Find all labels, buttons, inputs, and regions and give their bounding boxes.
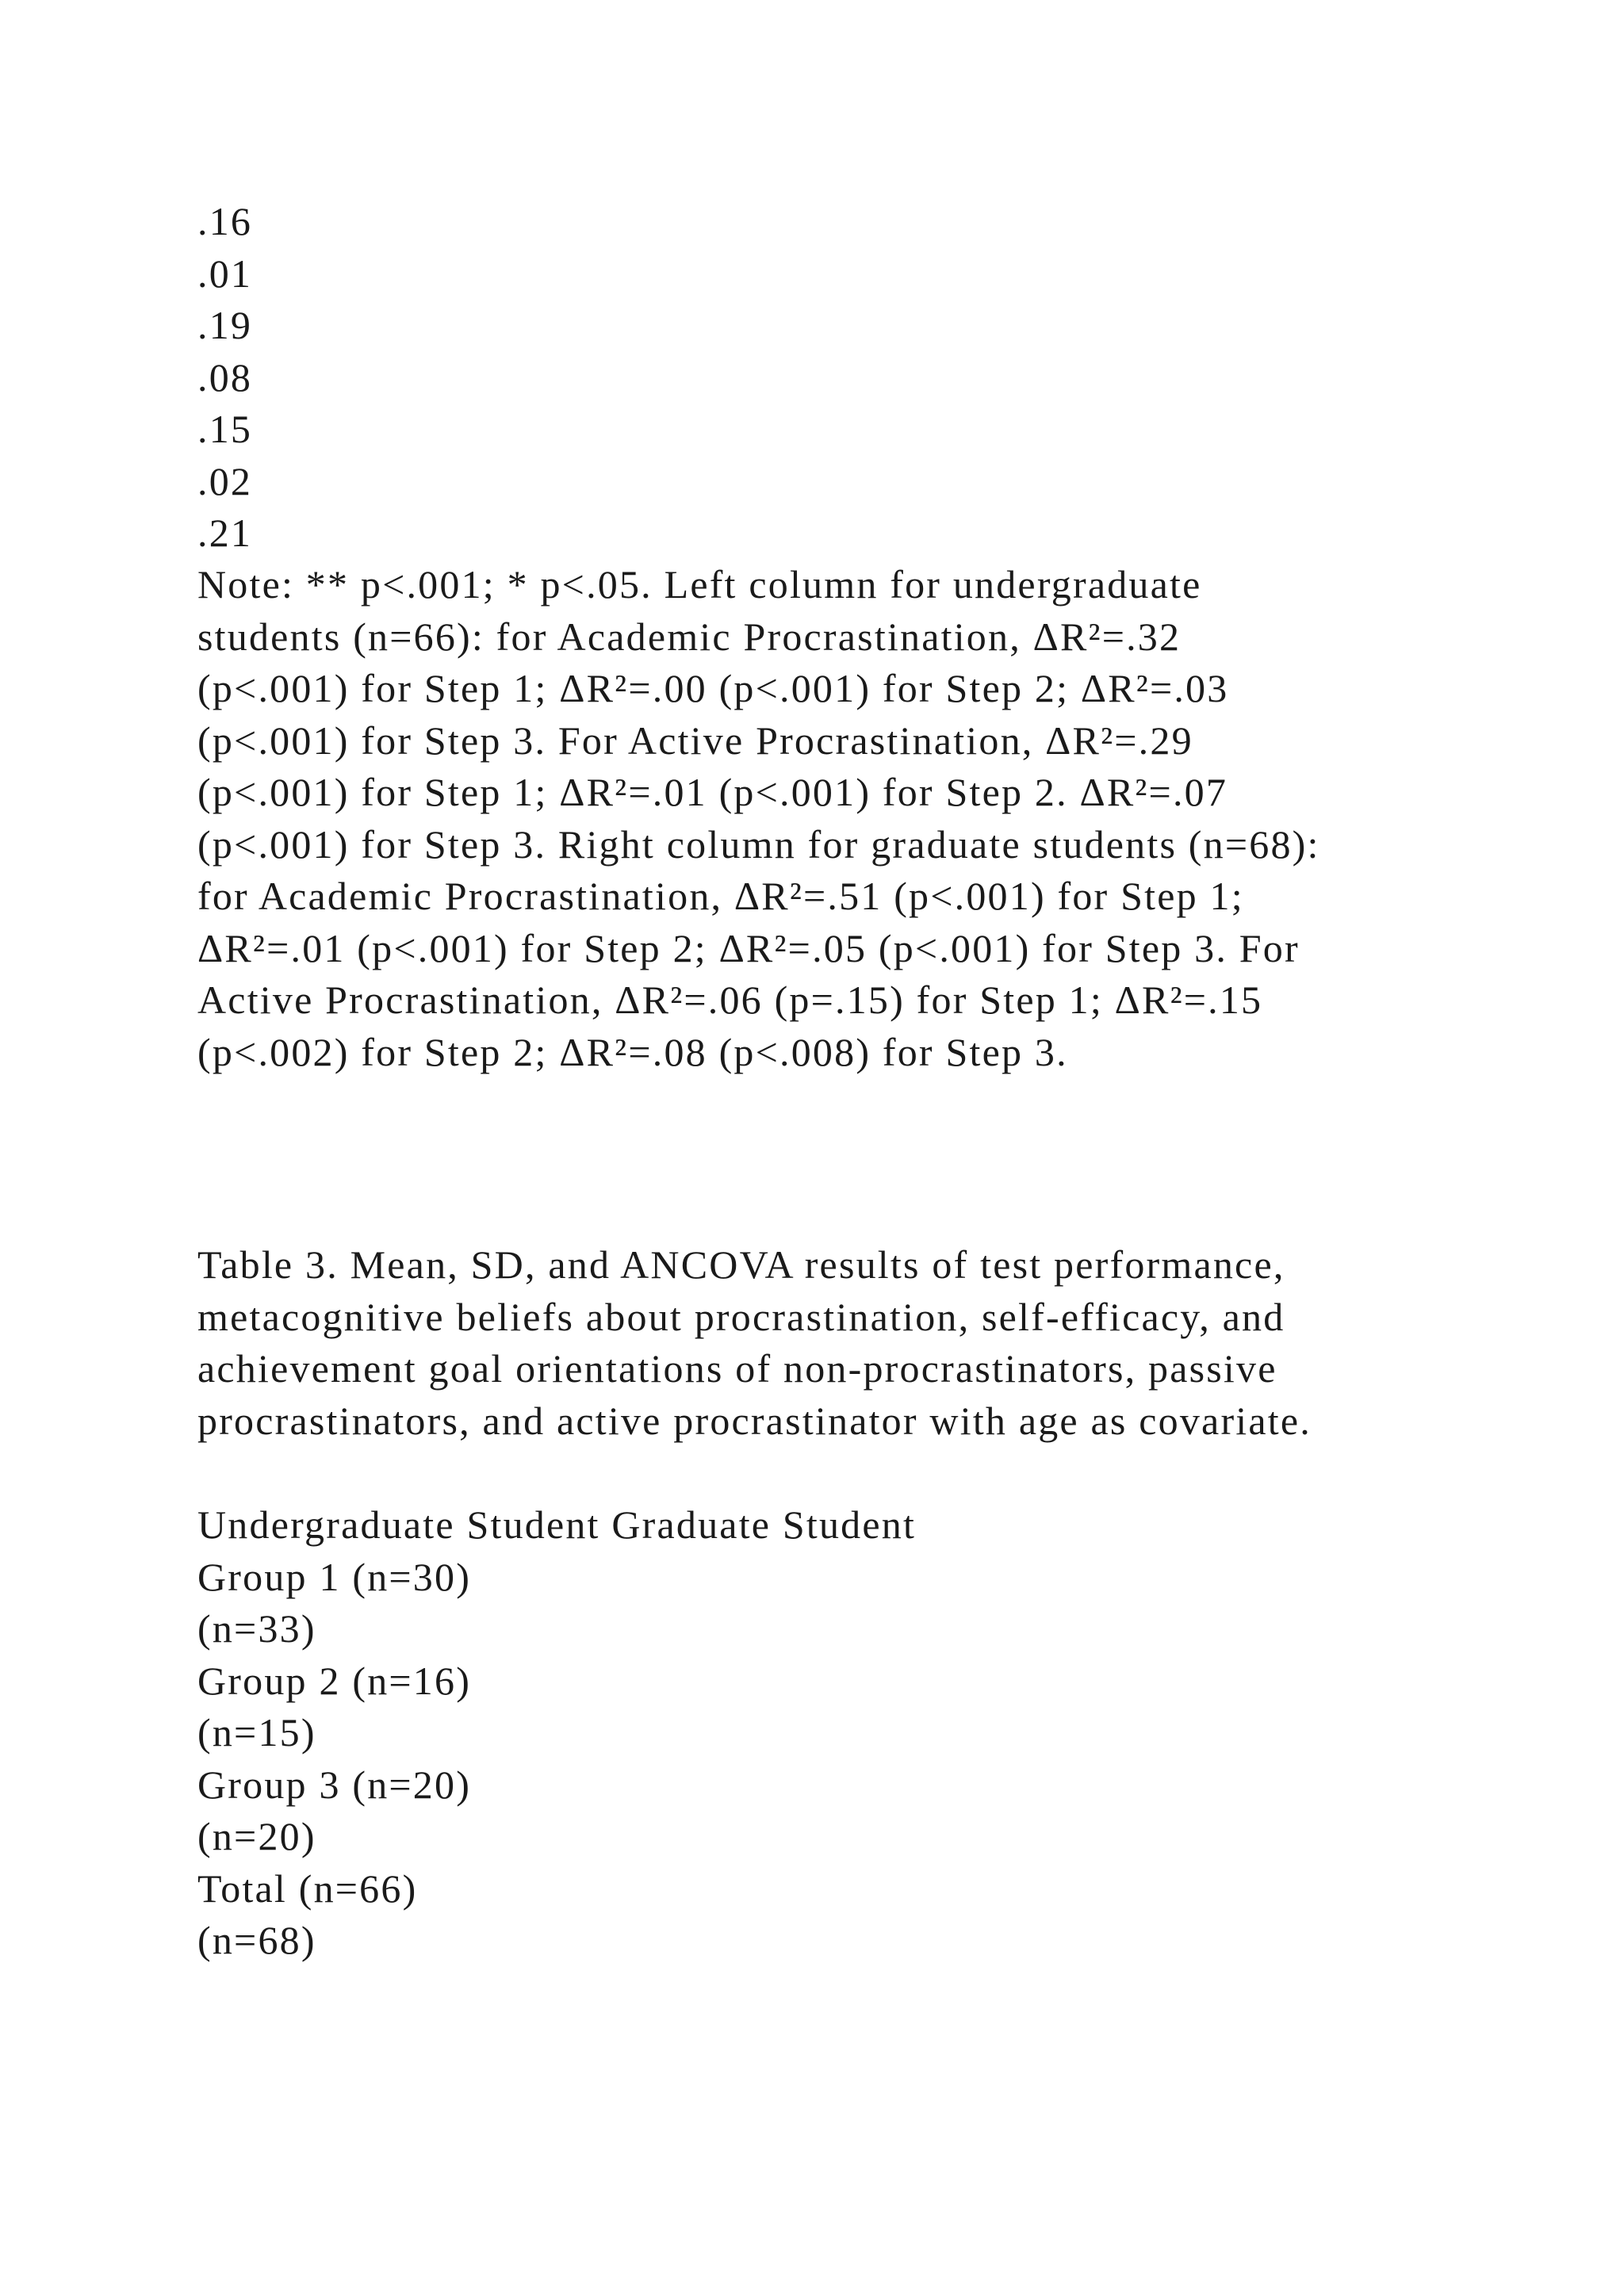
note-line: (p<.001) for Step 1; ΔR²=.00 (p<.001) for Step 2; ΔR²=.03 <box>197 666 1229 710</box>
value-line: .02 <box>197 458 253 503</box>
value-line: .21 <box>197 511 253 555</box>
note-line: students (n=66): for Academic Procrastination, ΔR²=.32 <box>197 614 1182 659</box>
group-header-line: (n=20) <box>197 1814 316 1858</box>
group-header-line: (n=68) <box>197 1918 316 1962</box>
caption-line: procrastinators, and active procrastinator with age as covariate. <box>197 1398 1312 1443</box>
group-header-line: Group 1 (n=30) <box>197 1554 472 1599</box>
value-line: .19 <box>197 303 253 347</box>
group-header-line: Group 2 (n=16) <box>197 1658 472 1703</box>
group-header-line: (n=15) <box>197 1710 316 1755</box>
note-line: (p<.001) for Step 1; ΔR²=.01 (p<.001) for Step 2. ΔR²=.07 <box>197 770 1228 814</box>
value-line: .01 <box>197 251 253 296</box>
value-line: .08 <box>197 354 253 400</box>
note-line: (p<.001) for Step 3. Right column for graduate students (n=68): <box>197 821 1320 867</box>
value-line: .16 <box>197 199 253 243</box>
note-line: (p<.002) for Step 2; ΔR²=.08 (p<.008) for Step 3. <box>197 1029 1068 1074</box>
table-note <box>197 559 1434 1078</box>
value-line: .15 <box>197 407 253 451</box>
group-header-line: (n=33) <box>197 1606 316 1651</box>
regression-values-list <box>197 196 1434 560</box>
caption-line: achievement goal orientations of non-procrastinators, passive <box>197 1346 1277 1391</box>
table-caption <box>197 1239 1434 1447</box>
note-line: Note: ** p<.001; * p<.05. Left column for undergraduate <box>197 562 1202 607</box>
group-header-list <box>197 1499 1434 1967</box>
group-header-line: Undergraduate Student Graduate Student <box>197 1502 917 1547</box>
note-line: ΔR²=.01 (p<.001) for Step 2; ΔR²=.05 (p<.001) for Step 3. For <box>197 925 1300 970</box>
note-line: for Academic Procrastination, ΔR²=.51 (p<.001) for Step 1; <box>197 874 1244 918</box>
caption-line: Table 3. Mean, SD, and ANCOVA results of test performance, <box>197 1242 1285 1287</box>
note-line: (p<.001) for Step 3. For Active Procrastination, ΔR²=.29 <box>197 718 1193 763</box>
note-line: Active Procrastination, ΔR²=.06 (p=.15) for Step 1; ΔR²=.15 <box>197 978 1263 1022</box>
caption-line: metacognitive beliefs about procrastination, self-efficacy, and <box>197 1294 1285 1339</box>
group-header-line: Total (n=66) <box>197 1866 418 1911</box>
group-header-line: Group 3 (n=20) <box>197 1762 472 1807</box>
